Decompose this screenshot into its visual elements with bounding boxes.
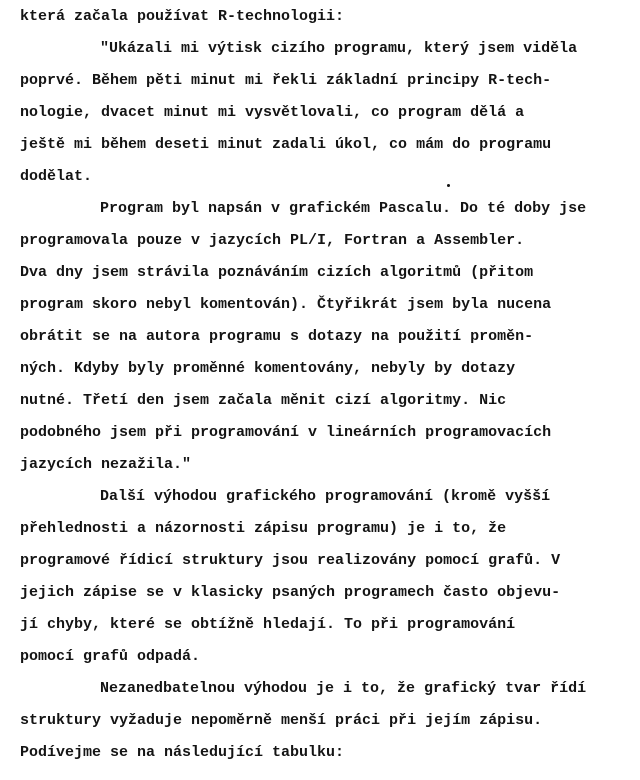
text-line-19: jejich zápise se v klasicky psaných programech často objevu- [20, 584, 561, 601]
text-line-5: ještě mi během deseti minut zadali úkol, co mám do programu [20, 136, 552, 153]
text-line-23: struktury vyžaduje nepoměrně menší práci při jejím zápisu. [20, 712, 543, 729]
text-line-11: obrátit se na autora programu s dotazy na použití proměn- [20, 328, 534, 345]
text-line-24: Podívejme se na následující tabulku: [20, 744, 345, 761]
text-line-1: která začala používat R-technologii: [20, 8, 345, 25]
text-line-15: jazycích nezažila." [20, 456, 192, 473]
text-line-17: přehlednosti a názornosti zápisu programu) je i to, že [20, 520, 507, 537]
text-line-16: Další výhodou grafického programování (kromě vyšší [100, 488, 551, 505]
text-line-20: jí chyby, které se obtížně hledají. To při programování [20, 616, 516, 633]
text-line-18: programové řídicí struktury jsou realizovány pomocí grafů. V [20, 552, 561, 569]
text-line-12: ných. Kdyby byly proměnné komentovány, nebyly by dotazy [20, 360, 516, 377]
text-line-10: program skoro nebyl komentován). Čtyřikrát jsem byla nucena [20, 296, 552, 313]
text-line-14: podobného jsem při programování v lineárních programovacích [20, 424, 552, 441]
text-line-6: dodělat. [20, 168, 93, 185]
text-line-3: poprvé. Během pěti minut mi řekli základní principy R-tech- [20, 72, 552, 89]
text-line-2: "Ukázali mi výtisk cizího programu, který jsem viděla [100, 40, 578, 57]
text-line-13: nutné. Třetí den jsem začala měnit cizí algoritmy. Nic [20, 392, 507, 409]
text-line-22: Nezanedbatelnou výhodou je i to, že grafický tvar řídí [100, 680, 587, 697]
text-line-8: programovala pouze v jazycích PL/I, Fortran a Assembler. [20, 232, 525, 249]
text-line-7: Program byl napsán v grafickém Pascalu. Do té doby jse [100, 200, 587, 217]
ink-speck [447, 184, 450, 187]
text-line-21: pomocí grafů odpadá. [20, 648, 201, 665]
text-line-4: nologie, dvacet minut mi vysvětlovali, co program dělá a [20, 104, 525, 121]
text-line-9: Dva dny jsem strávila poznáváním cizích algoritmů (přitom [20, 264, 534, 281]
